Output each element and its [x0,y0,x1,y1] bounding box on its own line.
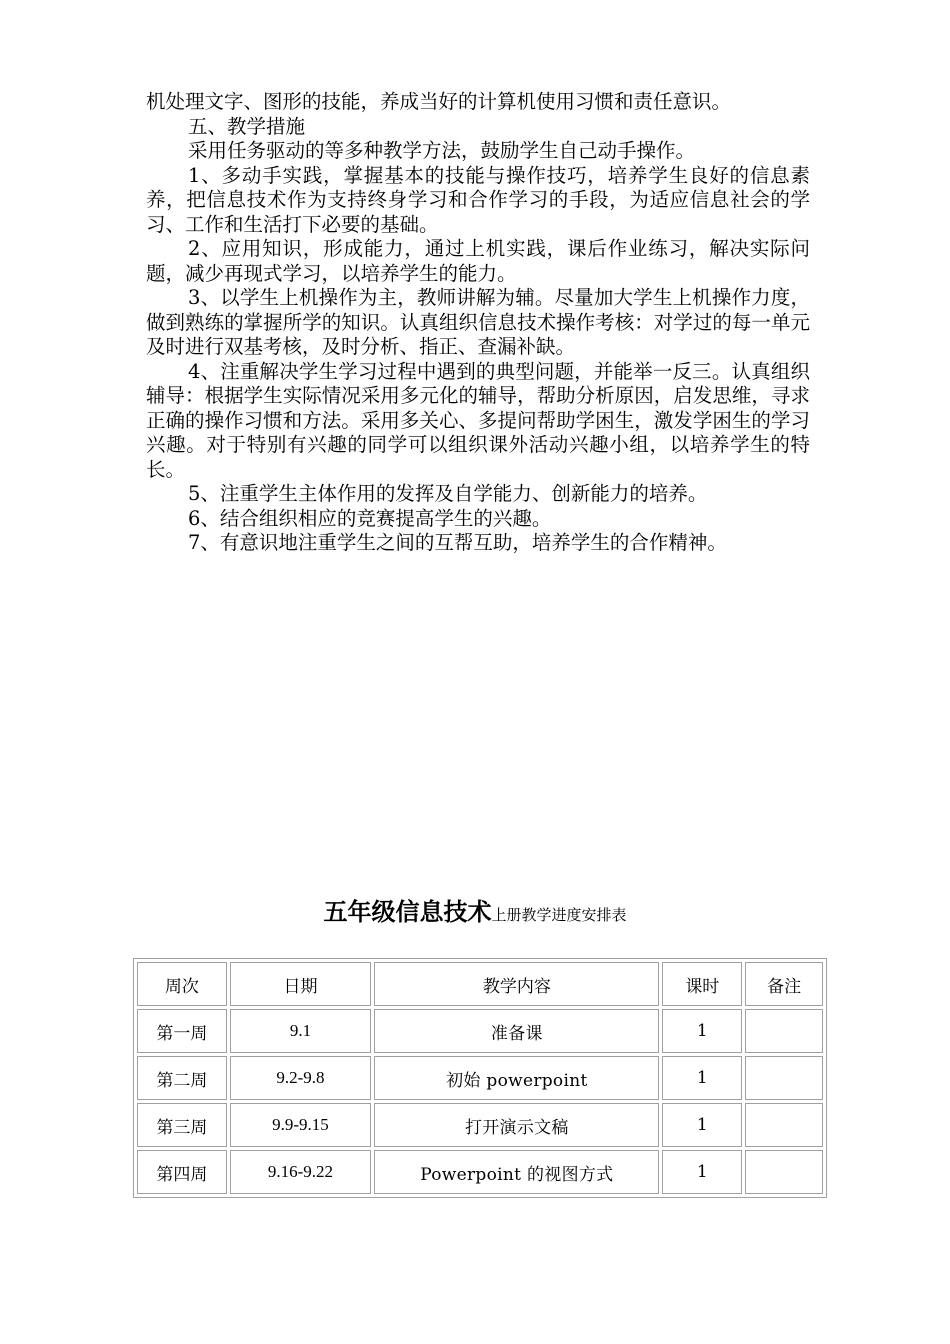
paragraph-measure-3: 3、以学生上机操作为主，教师讲解为辅。尽量加大学生上机操作力度，做到熟练的掌握所学的知识。认真组织信息技术操作考核：对学过的每一单元及时进行双基考核，及时分析、指正、查漏补缺。 [146,286,810,358]
paragraph-measure-2: 2、应用知识，形成能力，通过上机实践，课后作业练习，解决实际问题，减少再现式学习，以培养学生的能力。 [146,237,810,285]
cell-week: 第一周 [137,1009,227,1053]
cell-hours: 1 [662,1056,742,1100]
paragraph-measure-4: 4、注重解决学生学习过程中遇到的典型问题，并能举一反三。认真组织辅导：根据学生实际情况采用多元化的辅导，帮助分析原因，启发思维，寻求正确的操作习惯和方法。采用多关心、多提问帮助学困生，激发学困生的学习兴趣。对于特别有兴趣的同学可以组织课外活动兴趣小组，以培养学生的特长。 [146,359,810,481]
schedule-title-sub: 上册教学进度安排表 [491,906,627,924]
header-week: 周次 [137,962,227,1006]
paragraph-intro: 采用任务驱动的等多种教学方法，鼓励学生自己动手操作。 [188,139,696,162]
cell-hours: 1 [662,1150,742,1194]
table-row [137,1009,823,1053]
table-row [137,1103,823,1147]
cell-date: 9.2-9.8 [230,1056,372,1100]
cell-date: 9.1 [230,1009,372,1053]
cell-content: 准备课 [374,1009,659,1053]
paragraph-measure-1: 1、多动手实践，掌握基本的技能与操作技巧，培养学生良好的信息素养，把信息技术作为支持终身学习和合作学习的手段，为适应信息社会的学习、工作和生活打下必要的基础。 [146,163,810,236]
cell-week: 第二周 [137,1056,227,1100]
paragraph-measure-5: 5、注重学生主体作用的发挥及自学能力、创新能力的培养。 [188,482,708,505]
cell-date: 9.16-9.22 [230,1150,372,1194]
paragraph-measure-7: 7、有意识地注重学生之间的互帮互助，培养学生的合作精神。 [188,531,727,554]
cell-hours: 1 [662,1009,742,1053]
cell-content: 打开演示文稿 [374,1103,659,1147]
paragraph-measure-6: 6、结合组织相应的竞赛提高学生的兴趣。 [188,506,552,530]
cell-date: 9.9-9.15 [230,1103,372,1147]
cell-note [745,1150,823,1194]
table-row [137,1056,823,1100]
header-content: 教学内容 [374,962,659,1006]
cell-week: 第三周 [137,1103,227,1147]
schedule-title [0,892,950,927]
header-date: 日期 [230,962,372,1006]
cell-content: Powerpoint 的视图方式 [374,1150,659,1194]
cell-hours: 1 [662,1103,742,1147]
section-heading-teaching-measures: 五、教学措施 [188,114,306,138]
schedule-title-main: 五年级信息技术 [323,898,492,926]
cell-content: 初始 powerpoint [374,1056,659,1100]
table-header-row [137,962,823,1006]
schedule-table [133,958,827,1198]
cell-note [745,1009,823,1053]
cell-week: 第四周 [137,1150,227,1194]
table-row [137,1150,823,1194]
cell-note [745,1056,823,1100]
cell-note [745,1103,823,1147]
document-body [146,90,810,556]
paragraph-continuation: 机处理文字、图形的技能，养成当好的计算机使用习惯和责任意识。 [146,90,732,113]
header-note: 备注 [745,962,823,1006]
header-hours: 课时 [662,962,742,1006]
